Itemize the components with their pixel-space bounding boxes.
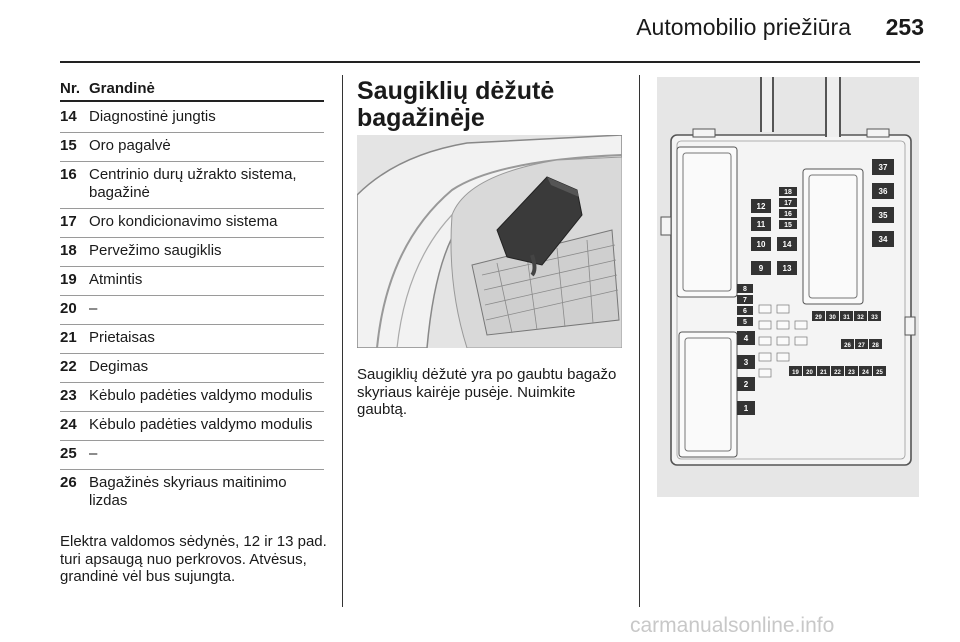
fuse-label: 4 [743,334,749,343]
fuse-label: 20 [806,370,813,376]
table-row [60,164,324,209]
fuse-circuit: Centrinio durų užrakto sistema, bagažinė [89,166,297,201]
fuse-label: 15 [784,222,792,229]
table-row [60,327,324,354]
fuse-label: 23 [848,370,855,376]
fuse-circuit: Oro pagalvė [89,137,171,154]
fuse-label: 21 [820,370,827,376]
table-row [60,211,324,238]
column-divider [639,75,640,607]
fuse-number: 15 [60,137,77,154]
table-row [60,135,324,162]
section-title: Saugiklių dėžutė bagažinėje [357,77,555,132]
fuse-label: 24 [862,370,869,376]
fuse-label: 9 [758,264,764,273]
table-row [60,240,324,267]
fuse-label: 17 [784,200,792,207]
table-row [60,472,324,516]
fuse-label: 10 [756,240,766,249]
fuse-label: 13 [782,264,792,273]
column-divider [342,75,343,607]
fuse-label: 27 [858,343,865,349]
fuse-label: 16 [784,211,792,218]
fuse-circuit: Diagnostinė jungtis [89,108,216,125]
fuse-label: 1 [743,404,749,413]
fuse-number: 14 [60,108,77,125]
fuse-label: 26 [844,343,851,349]
fuse-circuit: – [89,445,98,462]
table-row [60,298,324,325]
fuse-circuit: Degimas [89,358,149,375]
fuse-circuit: Atmintis [89,271,143,288]
table-row [60,443,324,470]
header-rule [60,61,920,63]
fuse-label: 14 [782,240,792,249]
fuse-label: 34 [878,235,888,244]
page-number: 253 [885,14,924,40]
section-body: Saugiklių dėžutė yra po gaubtu bagažo skyriaus kairėje pusėje. Nuimkite gaubtą. [357,366,617,418]
fuse-number: 17 [60,213,77,230]
column-header-nr: Nr. [60,80,81,97]
table-row [60,269,324,296]
table-row [60,106,324,133]
fuse-circuit: Pervežimo saugiklis [89,242,222,259]
fuse-number: 19 [60,271,77,288]
fuse-box-diagram [657,77,919,497]
fuse-number: 22 [60,358,77,375]
fuse-number: 26 [60,474,77,491]
fuse-label: 29 [815,315,822,321]
fuse-label: 28 [872,343,879,349]
fuse-label: 36 [878,187,888,196]
fuse-label: 37 [878,163,888,172]
fuse-number: 16 [60,166,77,183]
fuse-circuit: Oro kondicionavimo sistema [89,213,278,230]
trunk-cover-drawing [357,135,622,348]
fuse-label: 12 [756,202,766,211]
fuse-label: 3 [743,358,749,367]
fuse-number: 18 [60,242,77,259]
fuse-circuit: Kėbulo padėties valdymo modulis [89,387,313,404]
fuse-circuit: Bagažinės skyriaus maitinimo lizdas [89,474,287,509]
fuse-label: 2 [743,380,749,389]
table-header [60,80,324,102]
trunk-fuse-cover-illustration [357,135,622,348]
fuse-table-rows [60,106,324,518]
fuse-number: 25 [60,445,77,462]
fuse-label: 25 [876,370,883,376]
fuse-layout-drawing [657,77,919,497]
fuse-circuit: Kėbulo padėties valdymo modulis [89,416,313,433]
fuse-label: 18 [784,189,792,196]
fuse-label: 11 [756,220,766,229]
fuse-label: 31 [843,315,850,321]
running-header-title: Automobilio priežiūra [636,14,851,40]
watermark: carmanualsonline.info [630,614,835,637]
fuse-label: 5 [743,319,747,326]
fuse-label: 8 [743,286,747,293]
fuse-number: 23 [60,387,77,404]
overload-note: Elektra valdomos sėdynės, 12 ir 13 pad. turi apsaugą nuo perkrovos. Atvėsus, grandinė vėl bus sujungta. [60,533,327,585]
fuse-label: 30 [829,315,836,321]
fuse-label: 35 [878,211,888,220]
fuse-label: 6 [743,308,747,315]
fuse-label: 22 [834,370,841,376]
fuse-circuit: – [89,300,98,317]
fuse-label: 32 [857,315,864,321]
fuse-label: 7 [743,297,747,304]
fuse-number: 20 [60,300,77,317]
table-row [60,385,324,412]
fuse-label: 19 [792,370,799,376]
table-row [60,356,324,383]
table-row [60,414,324,441]
fuse-number: 21 [60,329,77,346]
fuse-label: 33 [871,315,878,321]
fuse-circuit: Prietaisas [89,329,155,346]
fuse-number: 24 [60,416,77,433]
column-header-circuit: Grandinė [89,80,155,97]
